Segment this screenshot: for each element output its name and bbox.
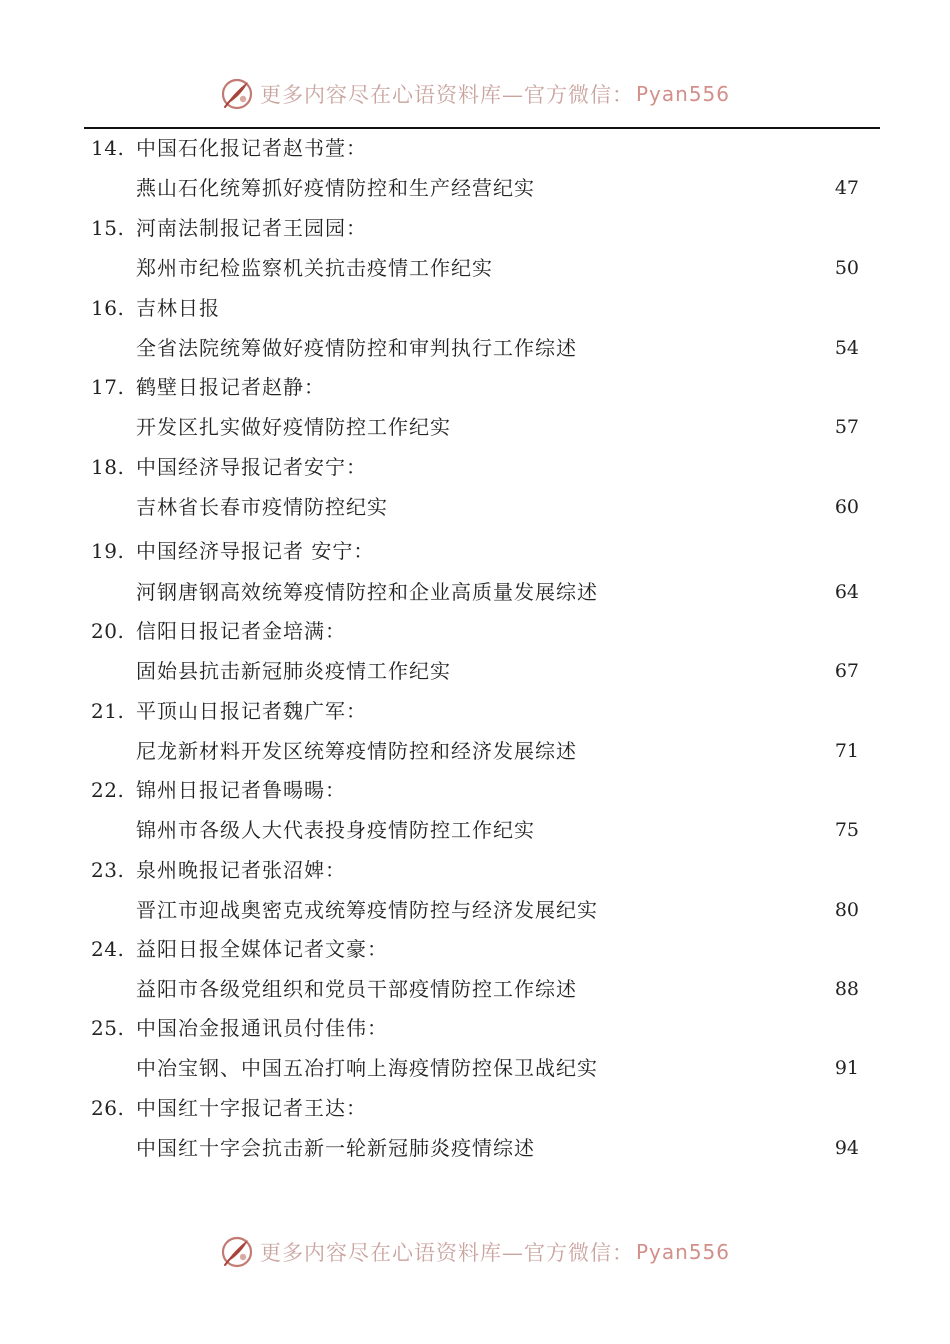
toc-entry-author: 泉州晚报记者张沼婢： — [136, 858, 346, 882]
toc-entry-title-line — [0, 813, 950, 847]
watermark-text: 更多内容尽在心语资料库—官方微信： — [259, 83, 634, 107]
toc-entry-title-line — [0, 1131, 950, 1165]
toc-entry-author-line — [0, 1091, 950, 1125]
toc-entry-page-number: 80 — [834, 899, 859, 921]
toc-entry-number: 24. — [91, 937, 125, 961]
toc-entry-author-line — [0, 853, 950, 887]
toc-entry-title: 吉林省长春市疫情防控纪实 — [136, 495, 388, 519]
toc-entry-number: 22. — [91, 778, 125, 802]
toc-entry-number: 17. — [91, 375, 125, 399]
toc-entry-author-line — [0, 614, 950, 648]
toc-entry-title-line — [0, 1051, 950, 1085]
toc-entry-author-line — [0, 773, 950, 807]
quill-pen-logo-icon — [220, 1235, 254, 1269]
quill-pen-logo-icon — [220, 77, 254, 111]
toc-entry-number: 18. — [91, 455, 125, 479]
toc-entry-author-line — [0, 694, 950, 728]
toc-entry-page-number: 71 — [834, 740, 859, 762]
toc-entry-page-number: 91 — [834, 1057, 859, 1079]
toc-entry-title: 燕山石化统筹抓好疫情防控和生产经营纪实 — [136, 176, 535, 200]
toc-entry-number: 16. — [91, 296, 125, 320]
watermark-header — [0, 74, 950, 114]
toc-entry-title: 中国红十字会抗击新一轮新冠肺炎疫情综述 — [136, 1136, 535, 1160]
toc-entry-title-line — [0, 972, 950, 1006]
toc-entry-author: 锦州日报记者鲁暘暘： — [136, 778, 346, 802]
toc-entry-title: 郑州市纪检监察机关抗击疫情工作纪实 — [136, 256, 493, 280]
toc-entry-author-line — [0, 131, 950, 165]
toc-entry-author: 中国经济导报记者安宁： — [136, 455, 367, 479]
toc-entry-author-line — [0, 1011, 950, 1045]
toc-entry-author: 中国经济导报记者 安宁： — [136, 539, 375, 563]
toc-entry-author: 信阳日报记者金培满： — [136, 619, 346, 643]
toc-entry-title: 中冶宝钢、中国五冶打响上海疫情防控保卫战纪实 — [136, 1056, 598, 1080]
toc-entry-page-number: 75 — [834, 819, 859, 841]
toc-entry-author: 平顶山日报记者魏广军： — [136, 699, 367, 723]
toc-entry-author: 中国冶金报通讯员付佳伟： — [136, 1016, 388, 1040]
toc-entry-author: 中国红十字报记者王达： — [136, 1096, 367, 1120]
watermark-wechat-id: Pyan556 — [635, 82, 730, 106]
toc-entry-title: 锦州市各级人大代表投身疫情防控工作纪实 — [136, 818, 535, 842]
toc-entry-title: 固始县抗击新冠肺炎疫情工作纪实 — [136, 659, 451, 683]
toc-entry-author: 河南法制报记者王园园： — [136, 216, 367, 240]
toc-entry-author-line — [0, 534, 950, 568]
toc-entry-author-line — [0, 932, 950, 966]
toc-entry-page-number: 47 — [834, 177, 859, 199]
header-rule — [84, 127, 880, 129]
toc-entry-title-line — [0, 410, 950, 444]
toc-entry-number: 25. — [91, 1016, 125, 1040]
toc-entry-number: 20. — [91, 619, 125, 643]
watermark-wechat-id: Pyan556 — [635, 1240, 730, 1264]
toc-entry-number: 14. — [91, 136, 125, 160]
watermark-footer — [0, 1232, 950, 1272]
toc-entry-number: 23. — [91, 858, 125, 882]
toc-entry-number: 21. — [91, 699, 125, 723]
toc-entry-page-number: 50 — [834, 257, 859, 279]
toc-entry-title-line — [0, 654, 950, 688]
toc-entry-page-number: 94 — [834, 1137, 859, 1159]
toc-entry-author: 益阳日报全媒体记者文豪： — [136, 937, 388, 961]
toc-entry-page-number: 64 — [834, 581, 859, 603]
toc-entry-title-line — [0, 490, 950, 524]
toc-entry-number: 15. — [91, 216, 125, 240]
toc-entry-title-line — [0, 331, 950, 365]
watermark-text: 更多内容尽在心语资料库—官方微信： — [259, 1241, 634, 1265]
toc-entry-title-line — [0, 575, 950, 609]
toc-entry-author-line — [0, 450, 950, 484]
toc-entry-page-number: 88 — [834, 978, 859, 1000]
toc-entry-author: 中国石化报记者赵书萱： — [136, 136, 367, 160]
toc-entry-number: 26. — [91, 1096, 125, 1120]
toc-entry-page-number: 57 — [834, 416, 859, 438]
toc-entry-number: 19. — [91, 539, 125, 563]
toc-entry-title-line — [0, 171, 950, 205]
toc-entry-page-number: 54 — [834, 337, 859, 359]
toc-entry-title: 河钢唐钢高效统筹疫情防控和企业高质量发展综述 — [136, 580, 598, 604]
toc-entry-title: 尼龙新材料开发区统筹疫情防控和经济发展综述 — [136, 739, 577, 763]
toc-entry-author: 鹤壁日报记者赵静： — [136, 375, 325, 399]
toc-entry-title: 开发区扎实做好疫情防控工作纪实 — [136, 415, 451, 439]
toc-entry-author: 吉林日报 — [136, 296, 220, 320]
toc-entry-title: 益阳市各级党组织和党员干部疫情防控工作综述 — [136, 977, 577, 1001]
toc-entry-page-number: 67 — [834, 660, 859, 682]
toc-entry-title-line — [0, 734, 950, 768]
toc-entry-title: 全省法院统筹做好疫情防控和审判执行工作综述 — [136, 336, 577, 360]
toc-entry-author-line — [0, 370, 950, 404]
toc-entry-page-number: 60 — [834, 496, 859, 518]
toc-entry-author-line — [0, 211, 950, 245]
toc-entry-author-line — [0, 291, 950, 325]
toc-entry-title-line — [0, 251, 950, 285]
toc-entry-title: 晋江市迎战奥密克戎统筹疫情防控与经济发展纪实 — [136, 898, 598, 922]
toc-entry-title-line — [0, 893, 950, 927]
